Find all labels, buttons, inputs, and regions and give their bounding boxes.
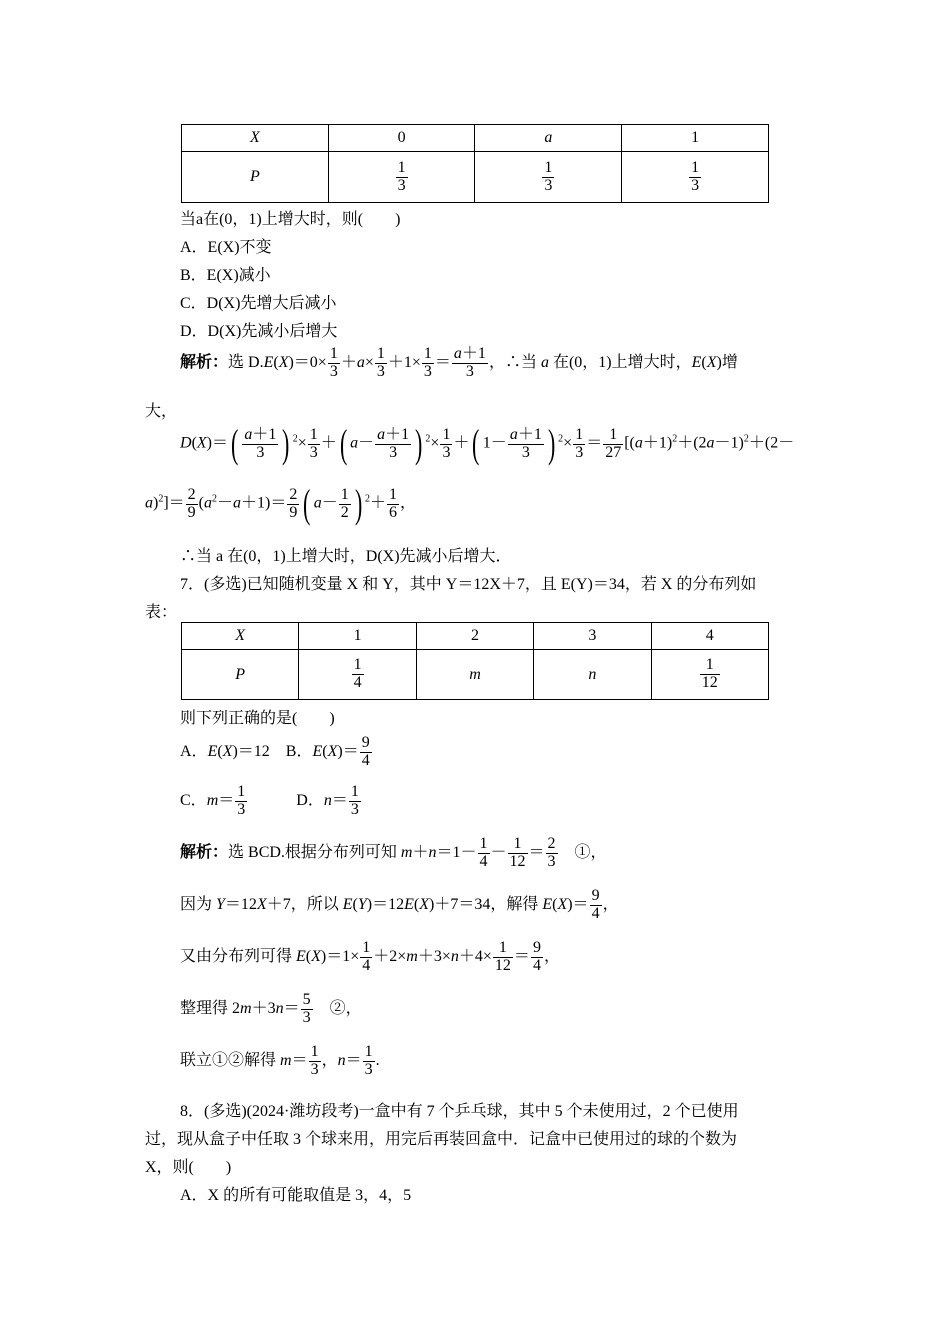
q6-stem: 当a在(0，1)上增大时，则( ) bbox=[180, 211, 401, 228]
q7-options-cd: C．m＝ $\frac{1}{3}$ D．n＝ $\frac{1}{3}$ bbox=[180, 783, 359, 818]
distribution-table-2 bbox=[181, 622, 769, 700]
q6-analysis-variance: D(X)＝( $\frac{a+1}{3}$ ) $^2$× $\frac{1}{3}$ ＋( a－ $\frac{a+1}{3}$ ) $^2$× $\frac{1}{3}$ ＋( 1－ $\frac{a+1}{3}$ ) $^2$× $\frac{1}{3}$ ＝ $\frac{1}{27}$ [$(a+1)^2+(2a-1)^2+(2-$ bbox=[180, 421, 795, 466]
q6-conclusion: ∴当 a 在(0，1)上增大时，D(X)先减小后增大． bbox=[180, 548, 512, 565]
q6-option-b: B．E(X)减小 bbox=[180, 267, 271, 284]
q6-option-d: D．D(X)先减小后增大 bbox=[180, 323, 338, 340]
table1-row-label: P bbox=[182, 152, 329, 203]
table2-header: 3 bbox=[534, 623, 651, 650]
q7-analysis-line1: 解析：选 BCD.根据分布列可知 m＋n＝1－ $\frac{1}{4}$ － $\frac{1}{12}$ ＝ $\frac{2}{3}$ ①， bbox=[180, 835, 607, 870]
table1-cell: $\frac{1}{3}$ bbox=[475, 152, 622, 203]
table2-header: 4 bbox=[651, 623, 768, 650]
distribution-table-1 bbox=[181, 124, 769, 203]
q7-analysis-line2: 因为 Y＝12X＋7，所以 E(Y)＝12E(X)＋7＝34，解得 E(X)＝ $\frac{9}{4}$ ， bbox=[180, 887, 619, 922]
table2-cell: n bbox=[534, 650, 651, 700]
table2-cell: $\frac{1}{12}$ bbox=[651, 650, 768, 700]
q7-analysis-line5: 联立①②解得 m＝ $\frac{1}{3}$ ，n＝ $\frac{1}{3}$ . bbox=[180, 1043, 380, 1078]
q7-ask: 则下列正确的是( ) bbox=[180, 710, 335, 727]
table2-header: 2 bbox=[416, 623, 533, 650]
q8-line3: X，则( ) bbox=[145, 1159, 232, 1176]
q8-line1: 8．(多选)(2024·潍坊段考)一盒中有 7 个乒乓球，其中 5 个未使用过，2 个已使用 bbox=[180, 1103, 739, 1120]
table1-header-1: 1 bbox=[622, 125, 769, 152]
q6-analysis-expectation: 解析：选 D.E(X)＝0× $\frac{1}{3}$ ＋a× $\frac{1}{3}$ ＋1× $\frac{1}{3}$ ＝ $\frac{a+1}{3}$ ，∴当 a 在(0，1)上增大时，E(X)增 bbox=[180, 345, 738, 380]
table1-cell: $\frac{1}{3}$ bbox=[328, 152, 475, 203]
table2-header-x: X bbox=[182, 623, 299, 650]
q6-analysis-wrap: 大， bbox=[145, 403, 178, 420]
q7-stem-line1: 7．(多选)已知随机变量 X 和 Y，其中 Y＝12X＋7，且 E(Y)＝34，若 X 的分布列如 bbox=[180, 576, 757, 593]
q7-analysis-line3: 又由分布列可得 E(X)＝1× $\frac{1}{4}$ ＋2×m＋3×n＋4× $\frac{1}{12}$ ＝ $\frac{9}{4}$ ， bbox=[180, 939, 560, 974]
table2-row-label: P bbox=[182, 650, 299, 700]
q7-analysis-line4: 整理得 2m＋3n＝ $\frac{5}{3}$ ②， bbox=[180, 991, 362, 1026]
table1-header-0: 0 bbox=[328, 125, 475, 152]
q6-option-a: A．E(X)不变 bbox=[180, 239, 272, 256]
q8-option-a: A．X 的所有可能取值是 3，4，5 bbox=[180, 1187, 412, 1204]
table1-header-a: a bbox=[475, 125, 622, 152]
q7-stem-line2: 表： bbox=[145, 604, 178, 621]
q8-line2: 过，现从盒子中任取 3 个球来用，用完后再装回盒中．记盒中已使用过的球的个数为 bbox=[145, 1131, 738, 1148]
q6-option-c: C．D(X)先增大后减小 bbox=[180, 295, 337, 312]
table1-cell: $\frac{1}{3}$ bbox=[622, 152, 769, 203]
table1-header-x: X bbox=[182, 125, 329, 152]
table2-cell: $\frac{1}{4}$ bbox=[299, 650, 416, 700]
table2-cell: m bbox=[416, 650, 533, 700]
q7-options-ab: A．E(X)＝12 B．E(X)＝ $\frac{9}{4}$ bbox=[180, 734, 370, 769]
q6-analysis-variance-cont: a)$^2$]＝ $\frac{2}{9}$ $(a^2-a+1)=$ $\frac{2}{9}$ ( a－ $\frac{1}{2}$ ) $^2$＋ $\frac{1}{6}$ ， bbox=[145, 481, 417, 526]
table2-header: 1 bbox=[299, 623, 416, 650]
